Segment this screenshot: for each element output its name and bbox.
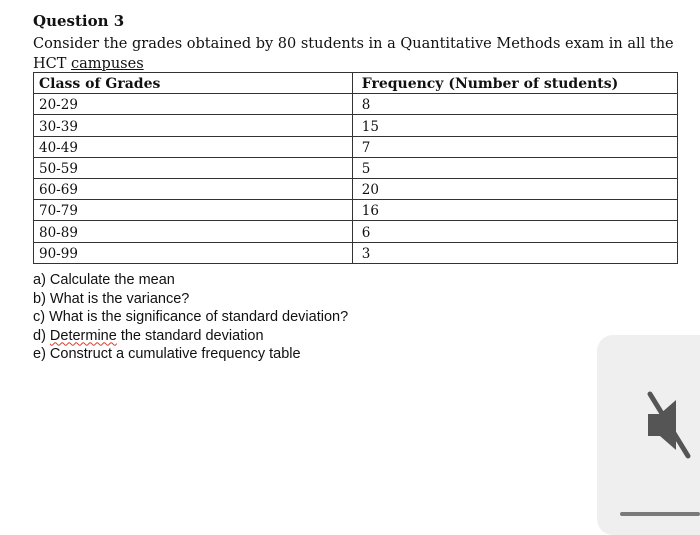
question-intro-text: Consider the grades obtained by 80 students in a Quantitative Methods exam in all the HCT <box>33 36 674 72</box>
header-frequency: Frequency (Number of students) <box>352 73 677 94</box>
grade-class-cell: 20-29 <box>34 94 353 115</box>
table-row <box>34 242 678 263</box>
question-intro <box>33 34 678 74</box>
grade-class-cell: 90-99 <box>34 242 353 263</box>
sub-question-e: e) Construct a cumulative frequency table <box>33 346 301 362</box>
frequency-cell: 7 <box>352 136 677 157</box>
grade-class-cell: 80-89 <box>34 221 353 242</box>
table-row <box>34 115 678 136</box>
question-intro-underlined: campuses <box>71 56 144 72</box>
frequency-cell: 16 <box>352 200 677 221</box>
mute-icon[interactable] <box>644 388 692 460</box>
table-row <box>34 136 678 157</box>
table-row <box>34 94 678 115</box>
grade-class-cell: 30-39 <box>34 115 353 136</box>
sub-question-c: c) What is the significance of standard deviation? <box>33 309 349 325</box>
frequency-cell: 5 <box>352 157 677 178</box>
table-row <box>34 178 678 199</box>
frequency-cell: 6 <box>352 221 677 242</box>
sub-question-a: a) Calculate the mean <box>33 272 175 288</box>
sub-question-d <box>33 327 348 346</box>
sub-questions-list <box>33 271 348 364</box>
grades-table <box>33 72 678 264</box>
scroll-indicator[interactable] <box>620 512 700 516</box>
sub-question-b: b) What is the variance? <box>33 290 190 307</box>
frequency-cell: 20 <box>352 178 677 199</box>
table-row <box>34 200 678 221</box>
table-row <box>34 221 678 242</box>
frequency-cell: 15 <box>352 115 677 136</box>
grade-class-cell: 50-59 <box>34 157 353 178</box>
table-header-row <box>34 73 678 94</box>
table-row <box>34 157 678 178</box>
frequency-cell: 3 <box>352 242 677 263</box>
frequency-cell: 8 <box>352 94 677 115</box>
sub-question-d-rest: the standard deviation <box>116 327 264 344</box>
header-class-of-grades: Class of Grades <box>34 73 353 94</box>
grade-class-cell: 60-69 <box>34 178 353 199</box>
grade-class-cell: 70-79 <box>34 200 353 221</box>
question-title: Question 3 <box>33 12 125 30</box>
spellcheck-flagged-word: Determine <box>49 327 117 344</box>
grade-class-cell: 40-49 <box>34 136 353 157</box>
sub-question-d-prefix: d) <box>33 327 50 344</box>
